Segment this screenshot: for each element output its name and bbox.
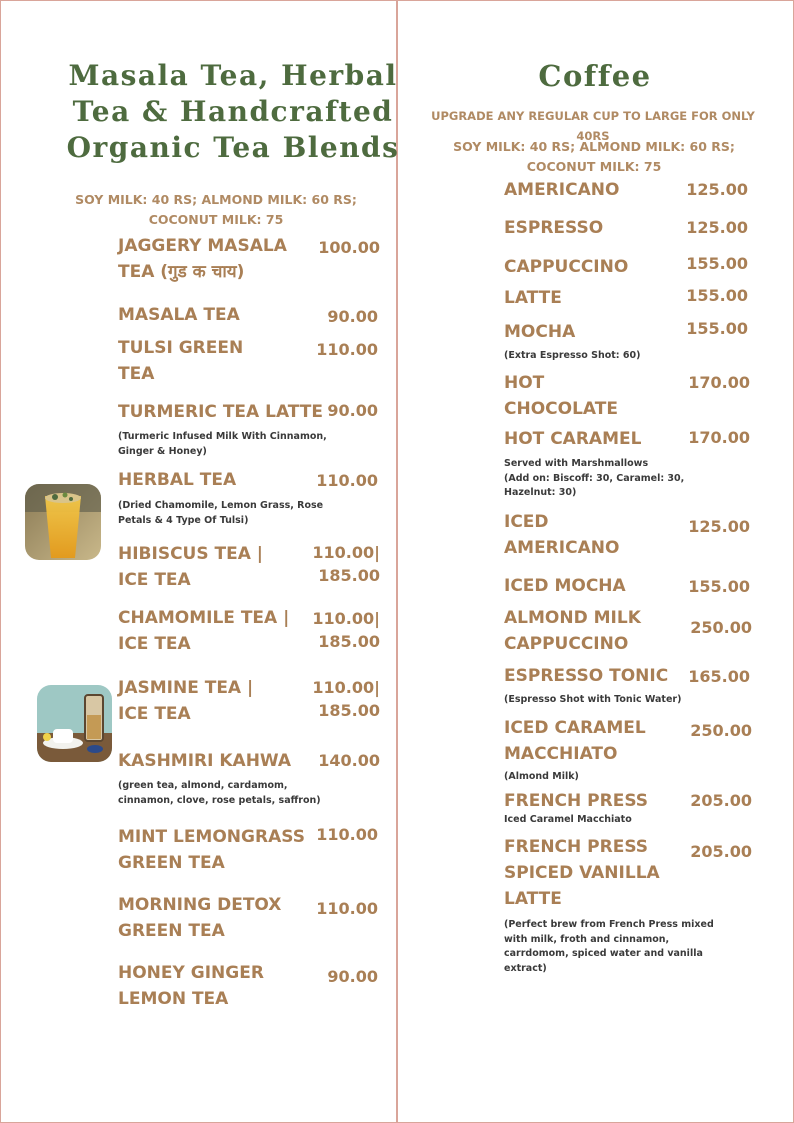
menu-item-name: TULSI GREEN TEA bbox=[118, 338, 244, 384]
menu-item-description: (Perfect brew from French Press mixed with milk, froth and cinnamon, carrdomom, spiced water and vanilla extract) bbox=[504, 919, 714, 974]
menu-item-description: (Almond Milk) bbox=[504, 771, 579, 782]
menu-item-price: 125.00 bbox=[688, 517, 750, 536]
menu-item-name: HONEY GINGER LEMON TEA bbox=[118, 963, 264, 1009]
jasmine-tea-photo bbox=[37, 685, 112, 762]
tea-title-line3: Organic Tea Blends bbox=[66, 131, 400, 164]
coffee-upgrade-note: UPGRADE ANY REGULAR CUP TO LARGE FOR ONLY 40RS bbox=[431, 109, 755, 143]
menu-item-description: Iced Caramel Macchiato bbox=[504, 814, 632, 825]
menu-item-price: 140.00 bbox=[318, 751, 380, 770]
menu-item-name: ALMOND MILK CAPPUCCINO bbox=[504, 608, 641, 654]
menu-item-name: JAGGERY MASALA TEA (गुड क चाय) bbox=[118, 236, 287, 282]
menu-item-price: 250.00 bbox=[690, 721, 752, 740]
menu-item-name: HERBAL TEA bbox=[118, 470, 237, 490]
menu-item-price: 205.00 bbox=[690, 791, 752, 810]
tea-milk-note bbox=[60, 190, 372, 230]
menu-item-name: JASMINE TEA | ICE TEA bbox=[118, 678, 254, 724]
menu-item-price: 125.00 bbox=[686, 180, 748, 199]
tea-title-line1: Masala Tea, Herbal bbox=[68, 59, 398, 92]
menu-item-price: 90.00 bbox=[327, 967, 378, 986]
coffee-milk-note bbox=[430, 137, 758, 177]
menu-item-price: 90.00 bbox=[327, 307, 378, 326]
tea-title-line2: Tea & Handcrafted bbox=[72, 95, 394, 128]
menu-item-price: 165.00 bbox=[688, 667, 750, 686]
column-divider bbox=[396, 0, 398, 1123]
menu-item-name: MORNING DETOX GREEN TEA bbox=[118, 895, 282, 941]
menu-item-name: ESPRESSO bbox=[504, 218, 604, 238]
menu-item-name: FRENCH PRESS SPICED VANILLA LATTE bbox=[504, 837, 660, 909]
menu-item-name: HIBISCUS TEA | ICE TEA bbox=[118, 544, 264, 590]
menu-item-name: ICED CARAMEL MACCHIATO bbox=[504, 718, 646, 764]
menu-item-price: 125.00 bbox=[686, 218, 748, 237]
menu-item-price: 205.00 bbox=[690, 842, 752, 861]
menu-item-name: KASHMIRI KAHWA bbox=[118, 751, 292, 771]
menu-item-name: ICED MOCHA bbox=[504, 576, 626, 596]
menu-item-price: 110.00| 185.00 bbox=[312, 543, 380, 585]
menu-item-name: HOT CARAMEL bbox=[504, 429, 642, 449]
coffee-milk-line2: COCONUT MILK: 75 bbox=[526, 159, 662, 174]
coffee-milk-line1: SOY MILK: 40 RS; ALMOND MILK: 60 RS; bbox=[453, 139, 735, 154]
menu-item-price: 170.00 bbox=[688, 373, 750, 392]
menu-item-price: 110.00| 185.00 bbox=[312, 609, 380, 651]
tea-milk-line2: COCONUT MILK: 75 bbox=[148, 212, 284, 227]
menu-item-name: CHAMOMILE TEA | ICE TEA bbox=[118, 608, 290, 654]
menu-item-description: (Dried Chamomile, Lemon Grass, Rose Petals & 4 Type Of Tulsi) bbox=[118, 500, 324, 526]
herbal-tea-photo bbox=[25, 484, 101, 560]
menu-item-name: MOCHA bbox=[504, 322, 576, 342]
menu-item-price: 155.00 bbox=[686, 254, 748, 273]
menu-item-name: CAPPUCCINO bbox=[504, 257, 629, 277]
menu-item-description: Served with Marshmallows (Add on: Biscoff: 30, Caramel: 30, Hazelnut: 30) bbox=[504, 458, 685, 498]
menu-item-description: (Espresso Shot with Tonic Water) bbox=[504, 694, 682, 705]
menu-item-price: 170.00 bbox=[688, 428, 750, 447]
menu-item-description: (green tea, almond, cardamom, cinnamon, clove, rose petals, saffron) bbox=[118, 780, 321, 806]
tea-milk-line1: SOY MILK: 40 RS; ALMOND MILK: 60 RS; bbox=[75, 192, 357, 207]
menu-item-price: 110.00| 185.00 bbox=[312, 678, 380, 720]
menu-item-price: 110.00 bbox=[316, 340, 378, 359]
coffee-section-title: Coffee bbox=[538, 59, 652, 93]
menu-item-name: ESPRESSO TONIC bbox=[504, 666, 669, 686]
menu-item-name: HOT CHOCOLATE bbox=[504, 373, 618, 419]
menu-item-description: (Turmeric Infused Milk With Cinnamon, Ginger & Honey) bbox=[118, 431, 327, 457]
menu-item-price: 155.00 bbox=[686, 286, 748, 305]
menu-item-price: 110.00 bbox=[316, 899, 378, 918]
menu-item-price: 110.00 bbox=[316, 825, 378, 844]
menu-item-name: ICED AMERICANO bbox=[504, 512, 620, 558]
tea-section-title bbox=[60, 58, 406, 166]
menu-item-name: AMERICANO bbox=[504, 180, 620, 200]
menu-item-name: MINT LEMONGRASS GREEN TEA bbox=[118, 827, 305, 873]
menu-item-name: TURMERIC TEA LATTE bbox=[118, 402, 323, 422]
menu-item-price: 155.00 bbox=[688, 577, 750, 596]
menu-item-name: MASALA TEA bbox=[118, 305, 240, 325]
menu-item-price: 100.00 bbox=[318, 238, 380, 257]
menu-item-price: 90.00 bbox=[327, 401, 378, 420]
menu-item-name: LATTE bbox=[504, 288, 562, 308]
menu-item-price: 110.00 bbox=[316, 471, 378, 490]
menu-item-name: FRENCH PRESS bbox=[504, 791, 649, 811]
menu-item-price: 155.00 bbox=[686, 319, 748, 338]
menu-item-description: (Extra Espresso Shot: 60) bbox=[504, 350, 641, 361]
menu-item-price: 250.00 bbox=[690, 618, 752, 637]
